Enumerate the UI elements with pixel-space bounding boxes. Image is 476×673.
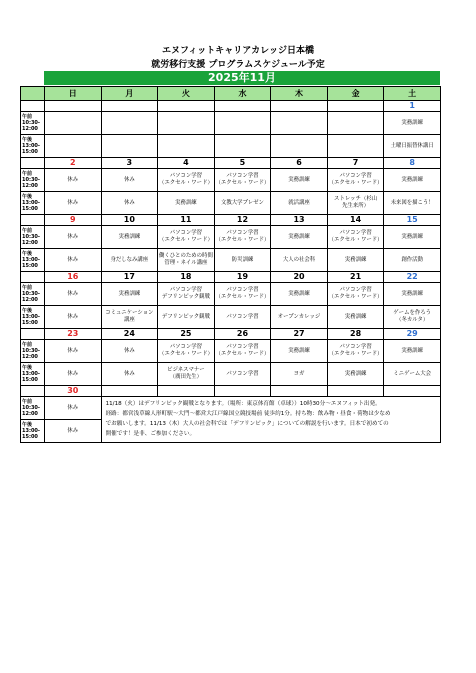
activity-cell: 実務訓練 — [384, 340, 441, 363]
activity-cell: 大人の社会科 — [271, 249, 328, 272]
activity-cell — [101, 112, 158, 135]
activity-cell: 実務訓練 — [101, 226, 158, 249]
weekday-sat: 土 — [384, 87, 441, 101]
date-number: 1 — [384, 101, 441, 112]
date-row-label — [21, 101, 45, 112]
pm-row — [21, 192, 441, 215]
date-number: 25 — [158, 329, 215, 340]
pm-time-label: 午後 13:00- 15:00 — [21, 306, 45, 329]
notice-line: 開催です！是非、ご参加ください。 — [105, 431, 196, 437]
date-number — [45, 101, 102, 112]
weekday-fri: 金 — [327, 87, 384, 101]
activity-cell: 休み — [45, 306, 102, 329]
date-number — [271, 101, 328, 112]
date-number: 22 — [384, 272, 441, 283]
activity-cell: 実務訓練 — [384, 112, 441, 135]
activity-cell: 実務訓練 — [327, 249, 384, 272]
activity-cell — [101, 135, 158, 158]
activity-cell: ビジネスマナー （廣田先生） — [158, 363, 215, 386]
date-number: 23 — [45, 329, 102, 340]
date-number: 27 — [271, 329, 328, 340]
am-time-label: 午前 10:30- 12:00 — [21, 340, 45, 363]
activity-cell: ミニゲーム大会 — [384, 363, 441, 386]
activity-cell: パソコン学習 （エクセル・ワード） — [158, 169, 215, 192]
am-row — [21, 283, 441, 306]
activity-cell: パソコン学習 （エクセル・ワード） — [327, 283, 384, 306]
date-row — [21, 272, 441, 283]
date-row-label — [21, 329, 45, 340]
activity-cell: 休み — [45, 283, 102, 306]
activity-cell: ヨガ — [271, 363, 328, 386]
activity-cell — [214, 135, 271, 158]
date-number: 14 — [327, 215, 384, 226]
date-number: 29 — [384, 329, 441, 340]
am-row — [21, 112, 441, 135]
date-number — [327, 386, 384, 397]
activity-cell: パソコン学習 （エクセル・ワード） — [327, 169, 384, 192]
pm-time-label: 午後 13:00- 15:00 — [21, 135, 45, 158]
date-number: 3 — [101, 158, 158, 169]
activity-cell: 休み — [45, 340, 102, 363]
activity-cell — [45, 112, 102, 135]
am-time-label: 午前 10:30- 12:00 — [21, 112, 45, 135]
weekday-wed: 水 — [214, 87, 271, 101]
date-number: 19 — [214, 272, 271, 283]
am-row — [21, 226, 441, 249]
activity-cell — [45, 135, 102, 158]
activity-cell — [327, 135, 384, 158]
notice-line: 11/18（火）はデフリンピック観戦となります。（場所：東京体育館（卓球））10時30分～エヌフィット出発。 — [105, 401, 381, 407]
date-row — [21, 215, 441, 226]
date-number — [158, 101, 215, 112]
date-number: 11 — [158, 215, 215, 226]
date-row — [21, 329, 441, 340]
activity-cell: 休み — [45, 420, 102, 443]
pm-time-label: 午後 13:00- 15:00 — [21, 363, 45, 386]
date-row-label — [21, 272, 45, 283]
am-row — [21, 397, 441, 420]
activity-cell: 文教大学プレゼン — [214, 192, 271, 215]
date-number: 8 — [384, 158, 441, 169]
corner-cell — [21, 87, 45, 101]
activity-cell: パソコン学習 （エクセル・ワード） — [158, 226, 215, 249]
date-number: 21 — [327, 272, 384, 283]
am-row — [21, 169, 441, 192]
pm-row — [21, 249, 441, 272]
date-number: 7 — [327, 158, 384, 169]
date-number: 9 — [45, 215, 102, 226]
weekday-thu: 木 — [271, 87, 328, 101]
date-number — [384, 386, 441, 397]
month-banner: 2025年11月 — [44, 71, 440, 85]
activity-cell: 休み — [101, 340, 158, 363]
date-number: 2 — [45, 158, 102, 169]
activity-cell: 土曜日振替休講日 — [384, 135, 441, 158]
date-number — [214, 101, 271, 112]
school-name: エヌフィットキャリアカレッジ日本橋 — [161, 46, 315, 56]
date-row — [21, 158, 441, 169]
activity-cell: 身だしなみ講座 — [101, 249, 158, 272]
activity-cell: デフリンピック観戦 — [158, 306, 215, 329]
activity-cell: パソコン学習 （エクセル・ワード） — [214, 226, 271, 249]
schedule-title: 就労移行支援 プログラムスケジュール予定 — [151, 60, 325, 70]
activity-cell: パソコン学習 （エクセル・ワード） — [214, 283, 271, 306]
activity-cell: パソコン学習 デフリンピック観戦 — [158, 283, 215, 306]
activity-cell: 休み — [45, 169, 102, 192]
activity-cell — [158, 112, 215, 135]
activity-cell — [271, 112, 328, 135]
activity-cell: 創作活動 — [384, 249, 441, 272]
date-number: 28 — [327, 329, 384, 340]
activity-cell: 防災訓練 — [214, 249, 271, 272]
date-number: 26 — [214, 329, 271, 340]
activity-cell: コミュニケーション 講座 — [101, 306, 158, 329]
activity-cell: 未来図を描こう！ — [384, 192, 441, 215]
pm-time-label: 午後 13:00- 15:00 — [21, 249, 45, 272]
am-time-label: 午前 10:30- 12:00 — [21, 283, 45, 306]
weekday-header-row — [21, 87, 441, 101]
date-number: 16 — [45, 272, 102, 283]
activity-cell: 実務訓練 — [158, 192, 215, 215]
activity-cell: パソコン学習 （エクセル・ワード） — [214, 169, 271, 192]
activity-cell: 働くひとのための時間 管理・ネイル講座 — [158, 249, 215, 272]
activity-cell — [271, 135, 328, 158]
weekday-mon: 月 — [101, 87, 158, 101]
date-number — [101, 101, 158, 112]
date-number: 30 — [45, 386, 102, 397]
am-time-label: 午前 10:30- 12:00 — [21, 397, 45, 420]
date-number — [158, 386, 215, 397]
date-row-label — [21, 158, 45, 169]
am-time-label: 午前 10:30- 12:00 — [21, 226, 45, 249]
date-number: 6 — [271, 158, 328, 169]
activity-cell: 実務訓練 — [271, 226, 328, 249]
activity-cell: パソコン学習 （エクセル・ワード） — [158, 340, 215, 363]
date-number: 15 — [384, 215, 441, 226]
activity-cell: ストレッチ（杉山 先生来所） — [327, 192, 384, 215]
date-number: 24 — [101, 329, 158, 340]
activity-cell — [214, 112, 271, 135]
activity-cell: 実務訓練 — [271, 169, 328, 192]
activity-cell: パソコン学習 — [214, 363, 271, 386]
activity-cell: 就活講座 — [271, 192, 328, 215]
date-number — [327, 101, 384, 112]
activity-cell: パソコン学習 （エクセル・ワード） — [327, 226, 384, 249]
date-number — [271, 386, 328, 397]
activity-cell: 実務訓練 — [384, 283, 441, 306]
weekday-tue: 火 — [158, 87, 215, 101]
pm-row — [21, 306, 441, 329]
date-row — [21, 101, 441, 112]
schedule-calendar — [20, 86, 441, 443]
date-number — [101, 386, 158, 397]
pm-row — [21, 363, 441, 386]
activity-cell: 実務訓練 — [327, 363, 384, 386]
pm-time-label: 午後 13:00- 15:00 — [21, 420, 45, 443]
date-number: 20 — [271, 272, 328, 283]
activity-cell: 実務訓練 — [101, 283, 158, 306]
notice-line: でお願いします。11/13（木）大人の社会科では「デフリンピック」についての解説を行います。日本で初めての — [105, 421, 389, 427]
activity-cell: 休み — [45, 249, 102, 272]
activity-cell: 実務訓練 — [271, 283, 328, 306]
activity-cell: パソコン学習 — [214, 306, 271, 329]
date-number: 17 — [101, 272, 158, 283]
activity-cell: オープンカレッジ — [271, 306, 328, 329]
am-time-label: 午前 10:30- 12:00 — [21, 169, 45, 192]
activity-cell: 休み — [45, 363, 102, 386]
date-number: 18 — [158, 272, 215, 283]
date-number — [214, 386, 271, 397]
activity-cell — [327, 112, 384, 135]
activity-cell — [158, 135, 215, 158]
date-number: 10 — [101, 215, 158, 226]
date-row-label — [21, 386, 45, 397]
date-row-label — [21, 215, 45, 226]
date-number: 5 — [214, 158, 271, 169]
weekday-sun: 日 — [45, 87, 102, 101]
activity-cell: ゲームを作ろう （冬カルタ） — [384, 306, 441, 329]
date-number: 13 — [271, 215, 328, 226]
pm-row — [21, 135, 441, 158]
activity-cell: 休み — [101, 169, 158, 192]
activity-cell: 休み — [101, 192, 158, 215]
pm-time-label: 午後 13:00- 15:00 — [21, 192, 45, 215]
activity-cell: 休み — [101, 363, 158, 386]
activity-cell: 実務訓練 — [384, 169, 441, 192]
activity-cell: 休み — [45, 192, 102, 215]
activity-cell: パソコン学習 （エクセル・ワード） — [214, 340, 271, 363]
date-number: 12 — [214, 215, 271, 226]
activity-cell: パソコン学習 （エクセル・ワード） — [327, 340, 384, 363]
activity-cell: 実務訓練 — [327, 306, 384, 329]
date-number: 4 — [158, 158, 215, 169]
am-row — [21, 340, 441, 363]
activity-cell: 休み — [45, 226, 102, 249]
activity-cell: 実務訓練 — [271, 340, 328, 363]
activity-cell: 実務訓練 — [384, 226, 441, 249]
notice-text — [101, 397, 440, 443]
activity-cell: 休み — [45, 397, 102, 420]
date-row — [21, 386, 441, 397]
notice-line: 経路：都営浅草線人形町駅～大門～都営大江戸線国立競技場前 徒歩約1分。持ち物：飲み物・昼食・荷物は少なめ — [105, 411, 391, 417]
